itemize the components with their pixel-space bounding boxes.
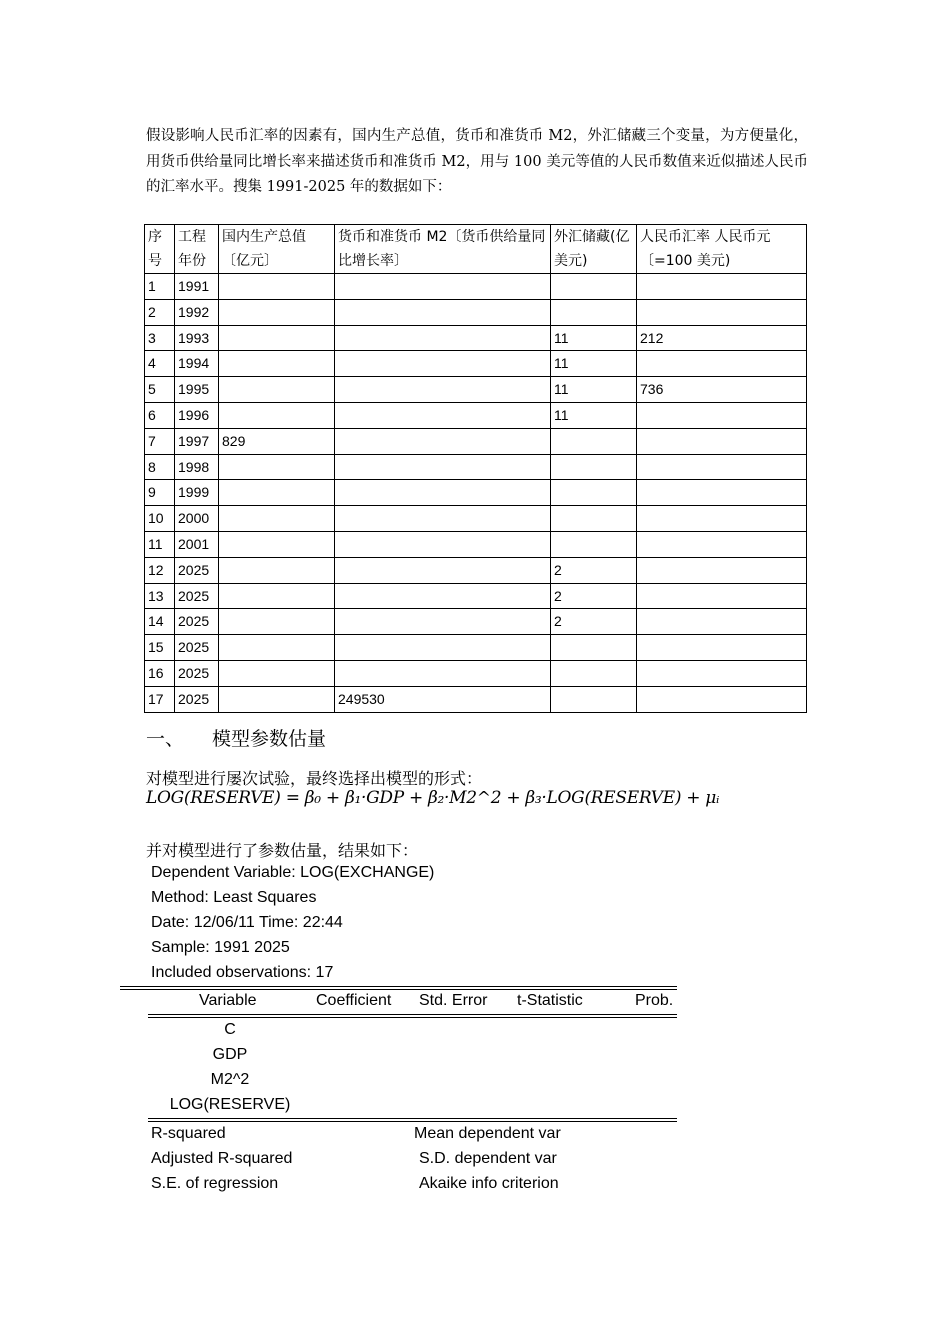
table-row xyxy=(145,325,807,351)
cell-index: 14 xyxy=(145,609,175,635)
cell-m2 xyxy=(335,609,551,635)
cell-gdp xyxy=(219,377,335,403)
section-number: 一、 xyxy=(146,728,185,750)
cell-index: 16 xyxy=(145,660,175,686)
cell-index: 5 xyxy=(145,377,175,403)
cell-m2 xyxy=(335,454,551,480)
cell-exchange xyxy=(637,531,807,557)
var-log-reserve: LOG(RESERVE) xyxy=(169,1096,291,1113)
table-row xyxy=(145,480,807,506)
cell-index: 9 xyxy=(145,480,175,506)
header-cell-year: 工程年份 xyxy=(175,225,219,274)
cell-year: 2025 xyxy=(175,686,219,712)
stat-akaike: Akaike info criterion xyxy=(419,1175,559,1192)
cell-m2 xyxy=(335,351,551,377)
cell-year: 2001 xyxy=(175,531,219,557)
cell-exchange xyxy=(637,635,807,661)
eviews-method: Method: Least Squares xyxy=(151,889,317,906)
cell-reserve xyxy=(551,299,637,325)
cell-year: 1996 xyxy=(175,402,219,428)
cell-exchange xyxy=(637,660,807,686)
eviews-sample: Sample: 1991 2025 xyxy=(151,939,290,956)
table-header-row xyxy=(145,225,807,274)
col-header-t-statistic: t-Statistic xyxy=(517,992,583,1009)
cell-index: 3 xyxy=(145,325,175,351)
eviews-date: Date: 12/06/11 Time: 22:44 xyxy=(151,914,343,931)
cell-reserve: 2 xyxy=(551,583,637,609)
col-header-std-error: Std. Error xyxy=(419,992,488,1009)
table-row xyxy=(145,686,807,712)
cell-index: 4 xyxy=(145,351,175,377)
cell-gdp xyxy=(219,299,335,325)
table-row xyxy=(145,557,807,583)
col-header-variable: Variable xyxy=(199,992,257,1009)
stat-adjusted-r-squared: Adjusted R-squared xyxy=(151,1150,293,1167)
cell-exchange xyxy=(637,686,807,712)
cell-exchange xyxy=(637,274,807,300)
stat-r-squared: R-squared xyxy=(151,1125,226,1142)
cell-exchange xyxy=(637,583,807,609)
table-row xyxy=(145,299,807,325)
intro-paragraph: 假设影响人民币汇率的因素有，国内生产总值，货币和准货币 M2，外汇储藏三个变量，为方便量化，用货币供给量同比增长率来描述货币和准货币 M2，用与 100 美元等值的人民币数值来近似描述人民币的汇率水平。搜集 1991-2025 年的数据如下： xyxy=(146,128,808,195)
cell-m2 xyxy=(335,480,551,506)
header-cell-reserve: 外汇储藏(亿美元) xyxy=(551,225,637,274)
header-cell-m2: 货币和准货币 M2〔货币供给量同比增长率〕 xyxy=(335,225,551,274)
cell-year: 1995 xyxy=(175,377,219,403)
cell-year: 1993 xyxy=(175,325,219,351)
cell-year: 2000 xyxy=(175,506,219,532)
cell-reserve: 11 xyxy=(551,325,637,351)
eviews-observations: Included observations: 17 xyxy=(151,964,334,981)
header-cell-exchange: 人民币汇率 人民币元〔=100 美元) xyxy=(637,225,807,274)
cell-gdp xyxy=(219,480,335,506)
cell-year: 2025 xyxy=(175,583,219,609)
model-selection-paragraph: 对模型进行屡次试验，最终选择出模型的形式： xyxy=(146,769,483,788)
stat-sd-dependent: S.D. dependent var xyxy=(419,1150,557,1167)
data-table xyxy=(144,224,807,713)
table-row xyxy=(145,377,807,403)
cell-exchange xyxy=(637,480,807,506)
cell-year: 2025 xyxy=(175,557,219,583)
table-row xyxy=(145,531,807,557)
cell-exchange xyxy=(637,609,807,635)
cell-m2 xyxy=(335,506,551,532)
cell-gdp: 829 xyxy=(219,428,335,454)
rule-bottom-2 xyxy=(148,1121,677,1122)
cell-gdp xyxy=(219,557,335,583)
cell-index: 2 xyxy=(145,299,175,325)
var-c: C xyxy=(224,1021,236,1038)
cell-exchange xyxy=(637,402,807,428)
rule-mid-2 xyxy=(148,1017,677,1018)
table-row xyxy=(145,351,807,377)
table-row xyxy=(145,660,807,686)
cell-reserve: 11 xyxy=(551,377,637,403)
eviews-dependent-variable: Dependent Variable: LOG(EXCHANGE) xyxy=(151,864,435,881)
cell-index: 8 xyxy=(145,454,175,480)
cell-index: 7 xyxy=(145,428,175,454)
cell-m2 xyxy=(335,299,551,325)
estimation-paragraph: 并对模型进行了参数估量，结果如下： xyxy=(146,841,419,860)
cell-index: 11 xyxy=(145,531,175,557)
cell-index: 12 xyxy=(145,557,175,583)
cell-exchange: 212 xyxy=(637,325,807,351)
cell-reserve xyxy=(551,454,637,480)
section-title: 模型参数估量 xyxy=(212,728,327,750)
cell-reserve xyxy=(551,660,637,686)
cell-exchange xyxy=(637,506,807,532)
cell-reserve xyxy=(551,480,637,506)
cell-gdp xyxy=(219,351,335,377)
rule-bottom-1 xyxy=(148,1118,677,1119)
cell-reserve xyxy=(551,428,637,454)
cell-reserve xyxy=(551,635,637,661)
cell-m2 xyxy=(335,531,551,557)
cell-year: 1994 xyxy=(175,351,219,377)
cell-m2 xyxy=(335,557,551,583)
cell-year: 2025 xyxy=(175,660,219,686)
cell-reserve xyxy=(551,686,637,712)
cell-exchange xyxy=(637,299,807,325)
table-row xyxy=(145,506,807,532)
rule-top-2 xyxy=(120,989,677,990)
table-row xyxy=(145,609,807,635)
table-row xyxy=(145,428,807,454)
cell-exchange xyxy=(637,351,807,377)
table-row xyxy=(145,583,807,609)
cell-exchange: 736 xyxy=(637,377,807,403)
cell-exchange xyxy=(637,557,807,583)
cell-index: 13 xyxy=(145,583,175,609)
cell-reserve: 11 xyxy=(551,402,637,428)
cell-year: 1991 xyxy=(175,274,219,300)
cell-index: 6 xyxy=(145,402,175,428)
cell-index: 15 xyxy=(145,635,175,661)
rule-mid-1 xyxy=(148,1014,677,1015)
cell-m2: 249530 xyxy=(335,686,551,712)
cell-gdp xyxy=(219,402,335,428)
cell-exchange xyxy=(637,428,807,454)
cell-m2 xyxy=(335,325,551,351)
table-row xyxy=(145,402,807,428)
cell-m2 xyxy=(335,660,551,686)
cell-gdp xyxy=(219,660,335,686)
cell-year: 1997 xyxy=(175,428,219,454)
header-cell-index: 序号 xyxy=(145,225,175,274)
cell-gdp xyxy=(219,686,335,712)
cell-gdp xyxy=(219,635,335,661)
cell-reserve: 2 xyxy=(551,609,637,635)
cell-year: 2025 xyxy=(175,609,219,635)
var-gdp: GDP xyxy=(212,1046,248,1063)
table-row xyxy=(145,274,807,300)
cell-year: 2025 xyxy=(175,635,219,661)
section-heading xyxy=(146,724,326,751)
cell-reserve xyxy=(551,274,637,300)
stat-se-regression: S.E. of regression xyxy=(151,1175,279,1192)
cell-gdp xyxy=(219,454,335,480)
cell-gdp xyxy=(219,274,335,300)
cell-reserve: 11 xyxy=(551,351,637,377)
model-formula: LOG(RESERVE) = β₀ + β₁·GDP + β₂·M2^2 + β₃·LOG(RESERVE) + μᵢ xyxy=(146,788,720,808)
table-row xyxy=(145,454,807,480)
cell-exchange xyxy=(637,454,807,480)
var-m2sq: M2^2 xyxy=(210,1071,250,1088)
cell-gdp xyxy=(219,583,335,609)
col-header-coefficient: Coefficient xyxy=(316,992,392,1009)
cell-m2 xyxy=(335,274,551,300)
cell-m2 xyxy=(335,583,551,609)
table-row xyxy=(145,635,807,661)
col-header-prob: Prob. xyxy=(635,992,674,1009)
cell-index: 1 xyxy=(145,274,175,300)
header-cell-gdp: 国内生产总值〔亿元〕 xyxy=(219,225,335,274)
cell-gdp xyxy=(219,609,335,635)
cell-index: 17 xyxy=(145,686,175,712)
cell-m2 xyxy=(335,377,551,403)
cell-m2 xyxy=(335,635,551,661)
cell-year: 1992 xyxy=(175,299,219,325)
cell-gdp xyxy=(219,506,335,532)
stat-mean-dependent: Mean dependent var xyxy=(414,1125,561,1142)
cell-reserve: 2 xyxy=(551,557,637,583)
cell-index: 10 xyxy=(145,506,175,532)
cell-gdp xyxy=(219,531,335,557)
cell-year: 1998 xyxy=(175,454,219,480)
cell-m2 xyxy=(335,402,551,428)
rule-top-1 xyxy=(120,986,677,987)
cell-reserve xyxy=(551,506,637,532)
cell-reserve xyxy=(551,531,637,557)
cell-year: 1999 xyxy=(175,480,219,506)
cell-m2 xyxy=(335,428,551,454)
cell-gdp xyxy=(219,325,335,351)
